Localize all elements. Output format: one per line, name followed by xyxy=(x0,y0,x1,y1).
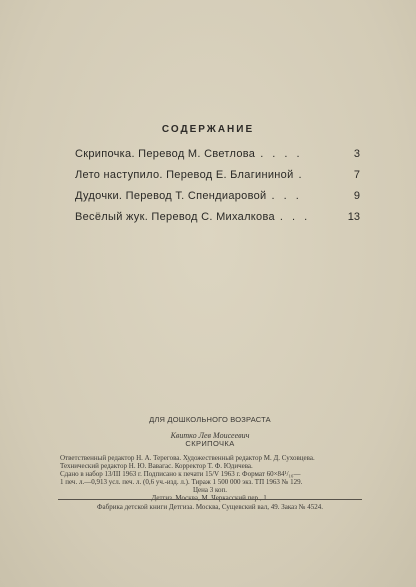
toc-entry-page: 7 xyxy=(353,169,360,181)
toc-entry-leader: . . . xyxy=(279,211,311,223)
imprint-line: Сдано в набор 13/III 1963 г. Подписано к печати 15/V 1963 г. Формат 60×84¹/₁₆— xyxy=(60,470,301,478)
author-name: Квитко Лев Моисеевич xyxy=(170,431,250,440)
imprint-line: Технический редактор Н. Ю. Вавагас. Корректор Т. Ф. Юдичева. xyxy=(60,462,253,470)
toc-entry-title: Лето наступило. Перевод Е. Благининой xyxy=(75,169,294,181)
table-of-contents xyxy=(75,148,360,232)
toc-entry-leader: . . . . xyxy=(260,148,303,160)
toc-entry xyxy=(75,190,360,211)
colophon xyxy=(60,416,360,502)
publisher-line: Детгиз. Москва, М. Черкасский пер., 1. xyxy=(151,494,269,502)
toc-title: СОДЕРЖАНИЕ xyxy=(161,124,255,135)
printer-line: Фабрика детской книги Детгиза. Москва, Сущевский вал, 49. Заказ № 4524. xyxy=(97,503,323,511)
toc-entry xyxy=(75,148,360,169)
toc-entry-page: 9 xyxy=(353,190,360,202)
toc-entry-page: 3 xyxy=(353,148,360,160)
toc-entry-leader: . . . xyxy=(271,190,302,202)
price-line: Цена 3 коп. xyxy=(192,486,228,494)
toc-entry-title: Дудочки. Перевод Т. Спендиаровой xyxy=(75,190,267,202)
toc-entry-title: Скрипочка. Перевод М. Светлова xyxy=(75,148,256,160)
book-title: СКРИПОЧКА xyxy=(185,439,235,448)
imprint-line: Ответственный редактор Н. А. Терегова. Художественный редактор М. Д. Суховцева. xyxy=(60,454,315,462)
age-group-label: ДЛЯ ДОШКОЛЬНОГО ВОЗРАСТА xyxy=(149,415,271,424)
divider-rule xyxy=(58,499,362,500)
toc-entry-leader: . xyxy=(298,169,305,181)
toc-entry-page: 13 xyxy=(347,211,360,223)
toc-entry xyxy=(75,211,360,232)
toc-entry-title: Весёлый жук. Перевод С. Михалкова xyxy=(75,211,275,223)
toc-entry xyxy=(75,169,360,190)
imprint-details xyxy=(60,454,360,502)
imprint-line: 1 печ. л.—0,913 усл. печ. л. (0,6 уч.-изд. л.). Тираж 1 500 000 экз. ТП 1963 № 129. xyxy=(60,478,303,486)
